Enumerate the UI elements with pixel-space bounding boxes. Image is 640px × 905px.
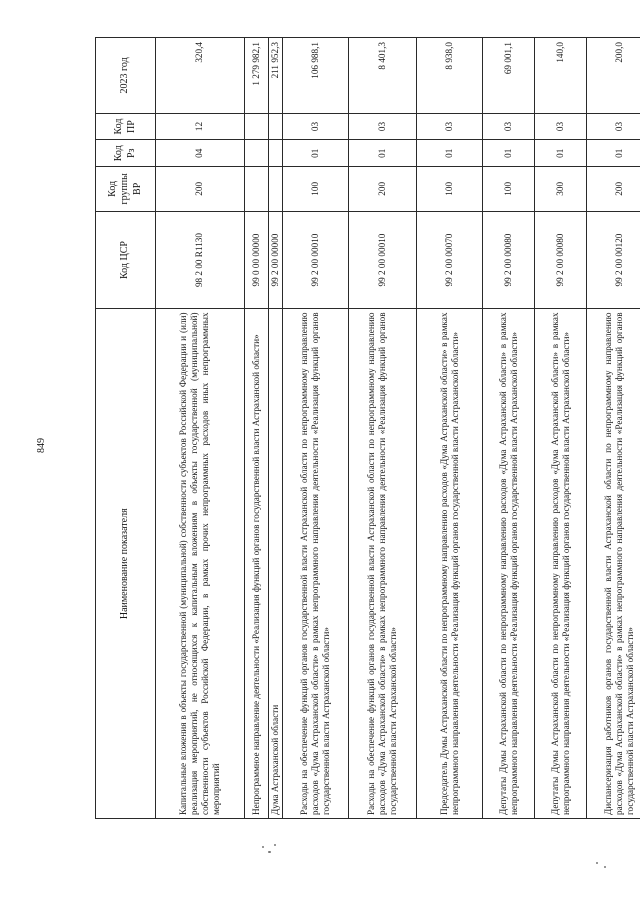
cell-csr: 98 2 00 R1130	[156, 211, 245, 309]
table-row	[587, 38, 640, 819]
cell-csr: 99 2 00 00010	[283, 211, 349, 309]
page-number: 849	[36, 438, 47, 453]
cell-csr: 99 0 00 00000	[245, 211, 269, 309]
cell-pr: 03	[587, 113, 640, 140]
cell-pr: 03	[349, 113, 417, 140]
cell-sum: 200,0	[587, 38, 640, 114]
cell-name: Диспансеризация работников органов государственной власти Астраханской области по непрограммному направлению расходов «Дума Астраханской области» в рамках непрограммного направления деятельности «Реализация функций органов государственной власти Астраханской области»	[587, 309, 640, 819]
rotated-table-inner	[95, 37, 636, 819]
cell-vr: 200	[349, 167, 417, 212]
cell-name: Председатель Думы Астраханской области по непрограммному направлению расходов «Дума Астраханской области» в рамках непрограммного направления деятельности «Реализация функций органов государственной власти Астраханской области»	[417, 309, 483, 819]
table-row	[269, 38, 283, 819]
table-row	[245, 38, 269, 819]
table-row	[283, 38, 349, 819]
cell-csr: 99 2 00 00080	[535, 211, 587, 309]
cell-rz	[269, 140, 283, 167]
cell-pr: 03	[283, 113, 349, 140]
cell-pr	[245, 113, 269, 140]
cell-rz: 04	[156, 140, 245, 167]
cell-vr	[245, 167, 269, 212]
cell-vr: 200	[587, 167, 640, 212]
cell-sum: 8 938,0	[417, 38, 483, 114]
table-row	[156, 38, 245, 819]
cell-sum: 106 988,1	[283, 38, 349, 114]
cell-pr: 03	[483, 113, 535, 140]
header-sum: 2023 год	[96, 38, 156, 114]
cell-name: Расходы на обеспечение функций органов государственной власти Астраханской области по непрограммному направлению расходов «Дума Астраханской области» в рамках непрограммного направления деятельности «Реализация функций органов государственной власти Астраханской области»	[349, 309, 417, 819]
cell-vr: 100	[283, 167, 349, 212]
scan-speck	[262, 846, 264, 848]
cell-name: Дума Астраханской области	[269, 309, 283, 819]
cell-csr: 99 2 00 00010	[349, 211, 417, 309]
cell-rz: 01	[283, 140, 349, 167]
cell-vr: 200	[156, 167, 245, 212]
cell-vr: 300	[535, 167, 587, 212]
cell-name: Депутаты Думы Астраханской области по непрограммному направлению расходов «Дума Астраханской области» в рамках непрограммного направления деятельности «Реализация функций органов государственной власти Астраханской области»	[535, 309, 587, 819]
rotated-table-container	[95, 37, 640, 815]
cell-csr: 99 2 00 00080	[483, 211, 535, 309]
cell-name: Депутаты Думы Астраханской области по непрограммному направлению расходов «Дума Астраханской области» в рамках непрограммного направления деятельности «Реализация функций органов государственной власти Астраханской области»	[483, 309, 535, 819]
cell-rz: 01	[535, 140, 587, 167]
cell-name: Капитальные вложения в объекты государственной (муниципальной) собственности субъектов Российской Федерации и (или) реализация мероприятий, не относящихся к капитальным вложениям в объекты государственной (муниципальной) собственности субъектов Российской Федерации, в рамках прочих непрограммных расходов иных непрограммных мероприятий	[156, 309, 245, 819]
cell-rz: 01	[483, 140, 535, 167]
header-csr: Код ЦСР	[96, 211, 156, 309]
cell-pr: 03	[417, 113, 483, 140]
cell-rz	[245, 140, 269, 167]
scan-speck	[268, 851, 271, 853]
cell-vr: 100	[417, 167, 483, 212]
cell-sum: 8 401,3	[349, 38, 417, 114]
table-row	[417, 38, 483, 819]
cell-name: Непрограммное направление деятельности «Реализация функций органов государственной власти Астраханской области»	[245, 309, 269, 819]
cell-pr: 03	[535, 113, 587, 140]
cell-sum: 1 279 982,1	[245, 38, 269, 114]
cell-csr: 99 2 00 00070	[417, 211, 483, 309]
header-rz: Код Рз	[96, 140, 156, 167]
cell-rz: 01	[587, 140, 640, 167]
header-pr: Код ПР	[96, 113, 156, 140]
scan-speck	[596, 862, 598, 864]
cell-rz: 01	[349, 140, 417, 167]
cell-csr: 99 2 00 00120	[587, 211, 640, 309]
table-row	[349, 38, 417, 819]
header-name: Наименование показателя	[96, 309, 156, 819]
cell-sum: 211 952,3	[269, 38, 283, 114]
cell-sum: 140,0	[535, 38, 587, 114]
scan-speck	[274, 844, 276, 846]
table-row	[483, 38, 535, 819]
cell-pr	[269, 113, 283, 140]
table-row	[535, 38, 587, 819]
table-header-row	[96, 38, 156, 819]
cell-csr: 99 2 00 00000	[269, 211, 283, 309]
budget-table	[95, 37, 640, 819]
cell-vr: 100	[483, 167, 535, 212]
cell-sum: 69 001,1	[483, 38, 535, 114]
cell-sum: 320,4	[156, 38, 245, 114]
cell-rz: 01	[417, 140, 483, 167]
cell-pr: 12	[156, 113, 245, 140]
cell-name: Расходы на обеспечение функций органов государственной власти Астраханской области по непрограммному направлению расходов «Дума Астраханской области» в рамках непрограммного направления деятельности «Реализация функций органов государственной власти Астраханской области»	[283, 309, 349, 819]
header-vr: Код группы ВР	[96, 167, 156, 212]
cell-vr	[269, 167, 283, 212]
scan-speck	[604, 866, 606, 868]
